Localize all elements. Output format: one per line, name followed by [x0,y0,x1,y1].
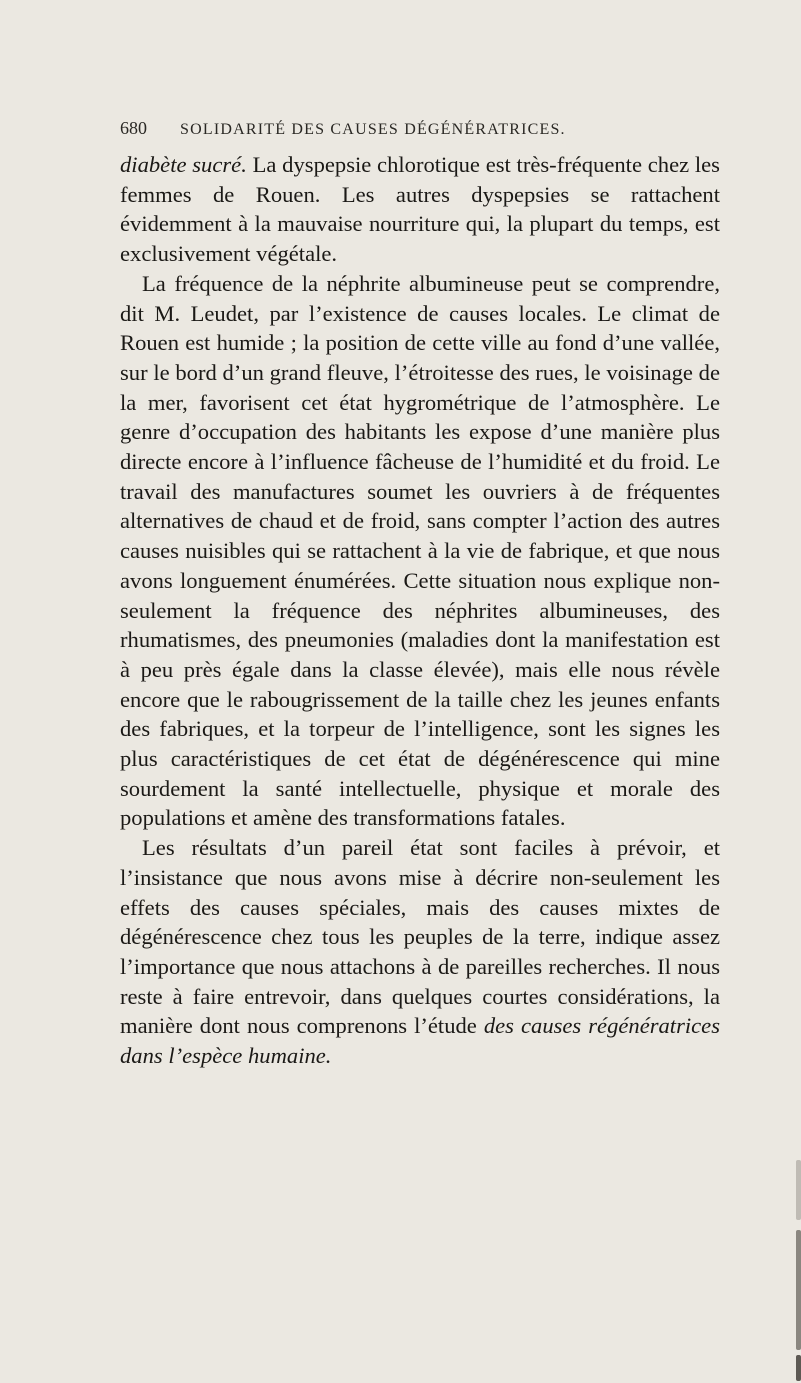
scan-edge-marks [793,1160,801,1383]
paragraph-3-text: Les résultats d’un pareil état sont faciles à prévoir, et l’insistance que nous avons mise à décrire non-seulement les effets des causes spéciales, mais des causes mixtes de dégénérescence chez tous les peuples de la terre, indique assez l’importance que nous attachons à de pareilles recherches. Il nous reste à faire entrevoir, dans quelques courtes considérations, la manière dont nous comprenons l’étude [120,835,720,1039]
running-title: SOLIDARITÉ DES CAUSES DÉGÉNÉRATRICES. [180,121,566,138]
page-number: 680 [120,118,147,138]
edge-mark [796,1160,801,1220]
body-text [120,150,720,1071]
paragraph-1-text: La dyspepsie chlorotique est très-fréquente chez les femmes de Rouen. Les autres dyspepsies se rattachent évidemment à la mauvaise nourriture qui, la plupart du temps, est exclusivement végétale. [120,152,720,267]
italic-lead: diabète sucré. [120,152,247,177]
paragraph-3 [120,833,720,1071]
running-header [120,118,740,139]
italic-closing: des causes régénératrices dans l’espèce humaine. [120,1013,721,1069]
paragraph-2: La fréquence de la néphrite albumineuse peut se comprendre, dit M. Leudet, par l’existence de causes locales. Le climat de Rouen est humide ; la position de cette ville au fond d’une vallée, sur le bord d’un grand fleuve, l’étroitesse des rues, le voisinage de la mer, favorisent cet état hygrométrique de l’atmosphère. Le genre d’occupation des habitants les expose d’une manière plus directe encore à l’influence fâcheuse de l’humidité et du froid. Le travail des manufactures soumet les ouvriers à de fréquentes alternatives de chaud et de froid, sans compter l’action des autres causes nuisibles qui se rattachent à la vie de fabrique, et que nous avons longuement énumérées. Cette situation nous explique non-seulement la fréquence des néphrites albumineuses, des rhumatismes, des pneumonies (maladies dont la manifestation est à peu près égale dans la classe élevée), mais elle nous révèle encore que le rabougrissement de la taille chez les jeunes enfants des fabriques, et la torpeur de l’intelligence, sont les signes les plus caractéristiques de cet état de dégénérescence qui mine sourdement la santé intellectuelle, physique et morale des populations et amène des transformations fatales. [120,270,720,831]
paragraph-1 [120,150,720,269]
edge-mark [796,1355,801,1381]
edge-mark [796,1230,801,1350]
